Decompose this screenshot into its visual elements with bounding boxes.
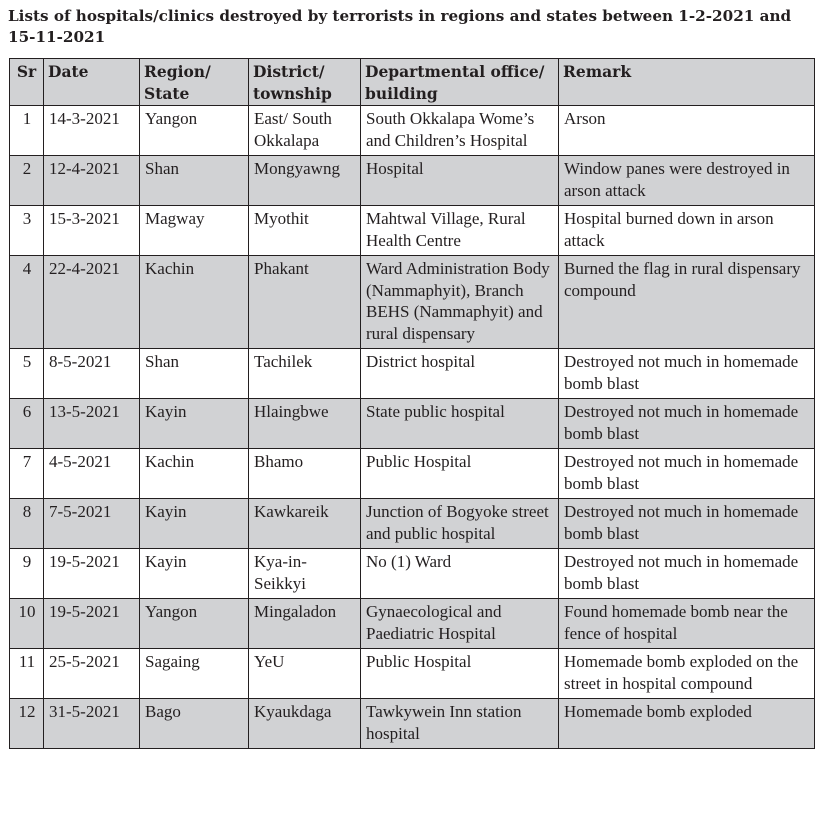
- cell-date: 8-5-2021: [44, 349, 140, 399]
- cell-office: Public Hospital: [361, 649, 559, 699]
- table-row: [10, 399, 815, 449]
- cell-sr: 5: [10, 349, 44, 399]
- cell-sr: 2: [10, 156, 44, 206]
- cell-district: Hlaingbwe: [249, 399, 361, 449]
- cell-region: Magway: [140, 206, 249, 256]
- table-row: [10, 499, 815, 549]
- cell-remark: Arson: [559, 106, 815, 156]
- cell-district: YeU: [249, 649, 361, 699]
- table-row: [10, 206, 815, 256]
- cell-date: 15-3-2021: [44, 206, 140, 256]
- cell-office: No (1) Ward: [361, 549, 559, 599]
- cell-office: Junction of Bogyoke street and public hospital: [361, 499, 559, 549]
- cell-office: Hospital: [361, 156, 559, 206]
- cell-date: 19-5-2021: [44, 549, 140, 599]
- cell-sr: 12: [10, 699, 44, 749]
- column-header-office: Departmental office/ building: [361, 59, 559, 106]
- cell-remark: Destroyed not much in homemade bomb blast: [559, 399, 815, 449]
- cell-region: Kayin: [140, 399, 249, 449]
- cell-region: Kayin: [140, 499, 249, 549]
- hospitals-table: [9, 58, 815, 749]
- cell-date: 25-5-2021: [44, 649, 140, 699]
- table-row: [10, 549, 815, 599]
- cell-sr: 1: [10, 106, 44, 156]
- cell-date: 31-5-2021: [44, 699, 140, 749]
- table-row: [10, 599, 815, 649]
- cell-region: Shan: [140, 156, 249, 206]
- cell-district: Kyaukdaga: [249, 699, 361, 749]
- cell-date: 22-4-2021: [44, 256, 140, 349]
- cell-sr: 3: [10, 206, 44, 256]
- cell-district: Kawkareik: [249, 499, 361, 549]
- cell-remark: Burned the flag in rural dispensary compound: [559, 256, 815, 349]
- cell-sr: 8: [10, 499, 44, 549]
- cell-district: Phakant: [249, 256, 361, 349]
- cell-date: 14-3-2021: [44, 106, 140, 156]
- cell-office: State public hospital: [361, 399, 559, 449]
- cell-sr: 10: [10, 599, 44, 649]
- cell-sr: 4: [10, 256, 44, 349]
- cell-district: Bhamo: [249, 449, 361, 499]
- cell-office: Tawkywein Inn station hospital: [361, 699, 559, 749]
- cell-remark: Hospital burned down in arson attack: [559, 206, 815, 256]
- cell-date: 12-4-2021: [44, 156, 140, 206]
- cell-region: Kachin: [140, 256, 249, 349]
- cell-remark: Homemade bomb exploded: [559, 699, 815, 749]
- cell-region: Kachin: [140, 449, 249, 499]
- table-row: [10, 699, 815, 749]
- page-title: Lists of hospitals/clinics destroyed by terrorists in regions and states between 1-2-2021 and 15-11-2021: [8, 7, 792, 46]
- table-row: [10, 349, 815, 399]
- cell-region: Bago: [140, 699, 249, 749]
- table-row: [10, 649, 815, 699]
- cell-region: Yangon: [140, 599, 249, 649]
- table-row: [10, 156, 815, 206]
- cell-sr: 9: [10, 549, 44, 599]
- cell-office: Mahtwal Village, Rural Health Centre: [361, 206, 559, 256]
- cell-district: East/ South Okkalapa: [249, 106, 361, 156]
- header-row: [10, 59, 815, 106]
- cell-office: Gynaecological and Paediatric Hospital: [361, 599, 559, 649]
- column-header-sr: Sr: [10, 59, 44, 106]
- cell-district: Mongyawng: [249, 156, 361, 206]
- cell-district: Tachilek: [249, 349, 361, 399]
- cell-sr: 6: [10, 399, 44, 449]
- cell-date: 7-5-2021: [44, 499, 140, 549]
- table-row: [10, 256, 815, 349]
- cell-date: 13-5-2021: [44, 399, 140, 449]
- cell-region: Shan: [140, 349, 249, 399]
- cell-date: 19-5-2021: [44, 599, 140, 649]
- cell-sr: 11: [10, 649, 44, 699]
- cell-office: Ward Administration Body (Nammaphyit), Branch BEHS (Nammaphyit) and rural dispensary: [361, 256, 559, 349]
- cell-remark: Destroyed not much in homemade bomb blast: [559, 449, 815, 499]
- cell-region: Sagaing: [140, 649, 249, 699]
- cell-region: Kayin: [140, 549, 249, 599]
- column-header-district: District/ township: [249, 59, 361, 106]
- cell-region: Yangon: [140, 106, 249, 156]
- cell-district: Myothit: [249, 206, 361, 256]
- cell-district: Kya-in-Seikkyi: [249, 549, 361, 599]
- cell-remark: Destroyed not much in homemade bomb blast: [559, 549, 815, 599]
- cell-remark: Found homemade bomb near the fence of hospital: [559, 599, 815, 649]
- cell-date: 4-5-2021: [44, 449, 140, 499]
- cell-district: Mingaladon: [249, 599, 361, 649]
- cell-office: District hospital: [361, 349, 559, 399]
- cell-office: South Okkalapa Wome’s and Children’s Hospital: [361, 106, 559, 156]
- cell-office: Public Hospital: [361, 449, 559, 499]
- table-row: [10, 106, 815, 156]
- cell-sr: 7: [10, 449, 44, 499]
- cell-remark: Destroyed not much in homemade bomb blast: [559, 349, 815, 399]
- cell-remark: Homemade bomb exploded on the street in hospital compound: [559, 649, 815, 699]
- cell-remark: Destroyed not much in homemade bomb blast: [559, 499, 815, 549]
- column-header-date: Date: [44, 59, 140, 106]
- column-header-remark: Remark: [559, 59, 815, 106]
- table-row: [10, 449, 815, 499]
- column-header-region: Region/ State: [140, 59, 249, 106]
- cell-remark: Window panes were destroyed in arson attack: [559, 156, 815, 206]
